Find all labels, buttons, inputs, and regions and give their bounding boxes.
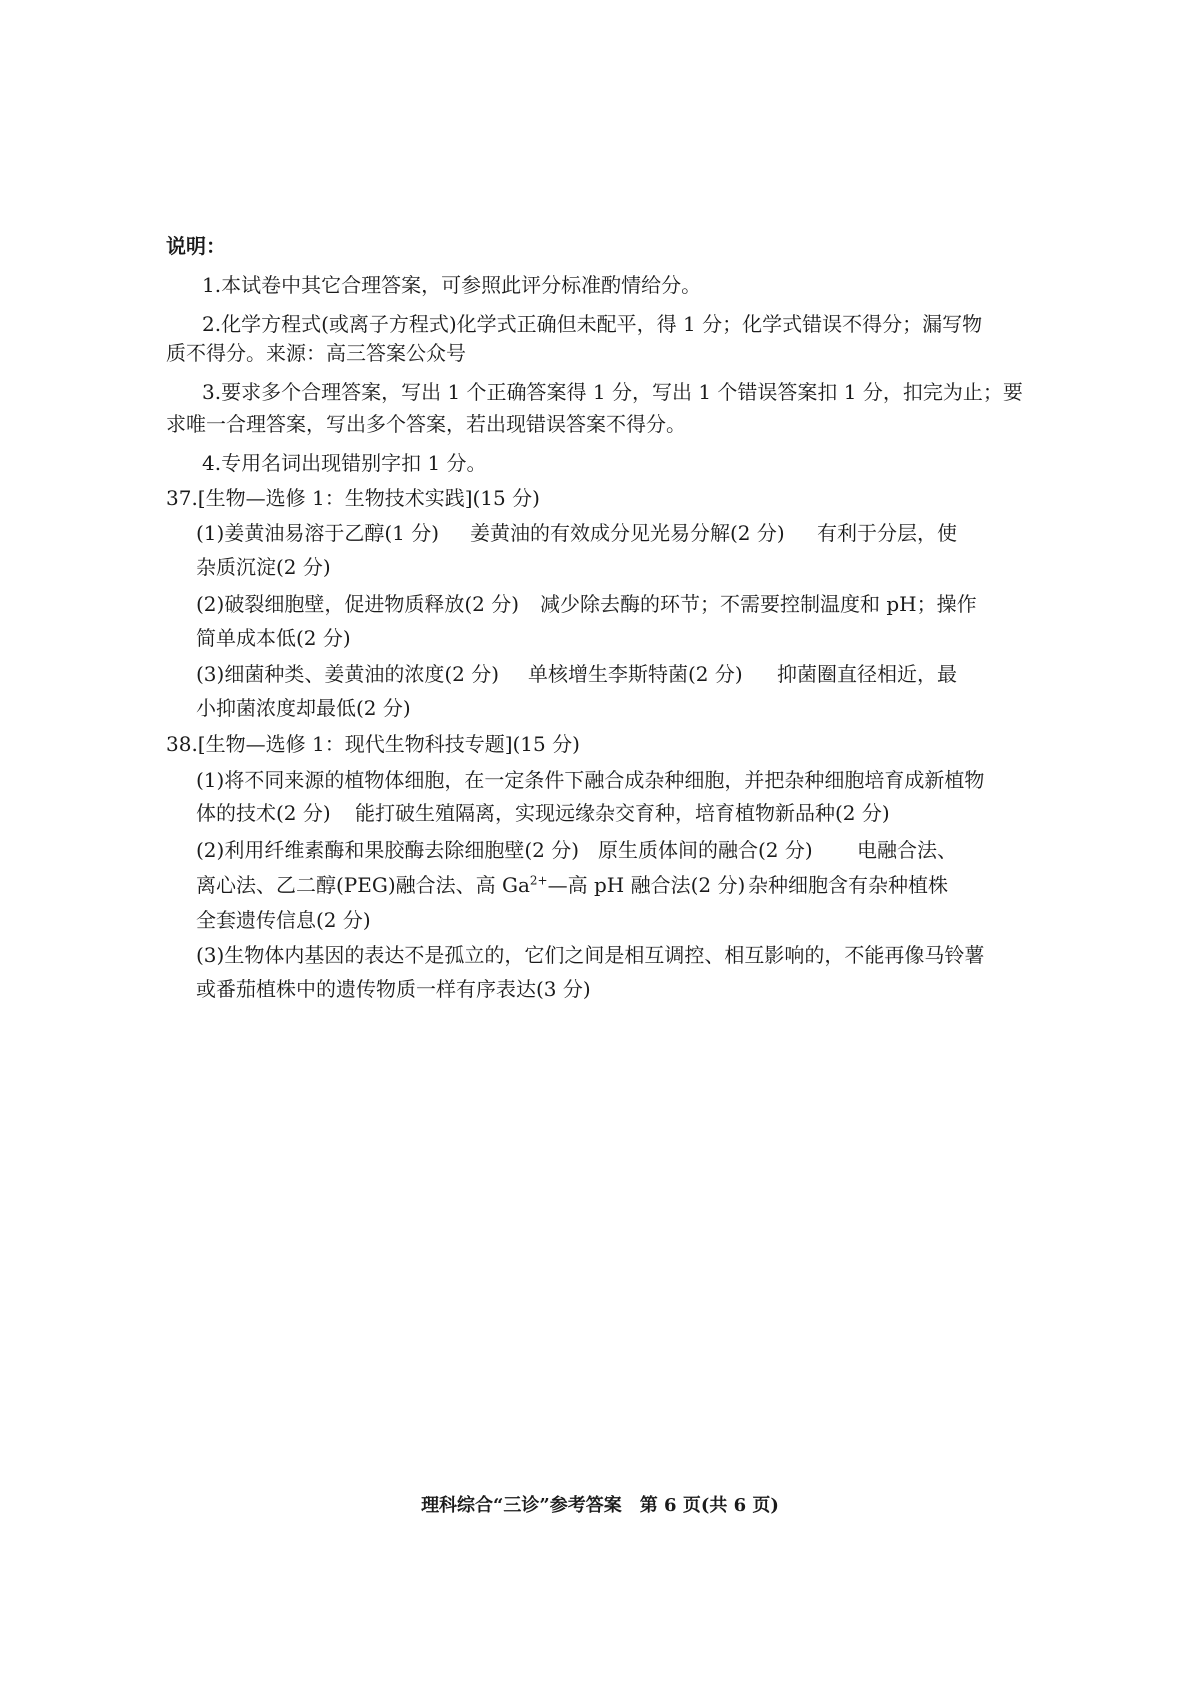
- q38-2-f: 全套遗传信息(2 分): [196, 908, 371, 932]
- q38-1-b: 体的技术(2 分): [196, 801, 331, 825]
- q37-3-c: 抑菌圈直径相近，最: [777, 662, 957, 686]
- q38-3-b: 或番茄植株中的遗传物质一样有序表达(3 分): [196, 977, 591, 1001]
- q37-1-a: (1)姜黄油易溶于乙醇(1 分): [196, 521, 440, 545]
- q37-3-d: 小抑菌浓度却最低(2 分): [196, 696, 411, 720]
- q37-3-b: 单核增生李斯特菌(2 分): [528, 662, 743, 686]
- q38-3-a: (3)生物体内基因的表达不是孤立的，它们之间是相互调控、相互影响的，不能再像马铃薯: [196, 943, 985, 967]
- note-3-line-2: 求唯一合理答案，写出多个答案，若出现错误答案不得分。: [166, 412, 686, 436]
- q38-2-c: 电融合法、: [857, 838, 957, 862]
- q38-2-a: (2)利用纤维素酶和果胶酶去除细胞壁(2 分): [196, 838, 580, 862]
- q38-1-c: 能打破生殖隔离，实现远缘杂交育种，培育植物新品种(2 分): [355, 801, 890, 825]
- notes-header: 说明：: [166, 234, 226, 258]
- q38-2-d-superscript: 2+: [529, 873, 548, 888]
- q38-2-b: 原生质体间的融合(2 分): [598, 838, 813, 862]
- q38-2-d-text-end: —高 pH 融合法(2 分): [547, 873, 746, 897]
- q38-title: 38.[生物—选修 1：现代生物科技专题](15 分): [166, 732, 580, 756]
- note-4: 4.专用名词出现错别字扣 1 分。: [202, 451, 487, 475]
- q37-1-c: 有利于分层，使: [817, 521, 957, 545]
- note-2-line-2: 质不得分。来源：高三答案公众号: [166, 341, 466, 365]
- q38-2-d-text: 离心法、乙二醇(PEG)融合法、高 Ga: [196, 873, 530, 897]
- q37-1-b: 姜黄油的有效成分见光易分解(2 分): [470, 521, 785, 545]
- q37-1-d: 杂质沉淀(2 分): [196, 555, 331, 579]
- q37-2-a: (2)破裂细胞壁，促进物质释放(2 分): [196, 592, 520, 616]
- page-footer: 理科综合“三诊”参考答案 第 6 页(共 6 页): [421, 1495, 779, 1516]
- q38-2-d: [196, 871, 745, 899]
- note-1: 1.本试卷中其它合理答案，可参照此评分标准酌情给分。: [202, 273, 702, 297]
- q37-title: 37.[生物—选修 1：生物技术实践](15 分): [166, 486, 540, 510]
- note-3-line-1: 3.要求多个合理答案，写出 1 个正确答案得 1 分，写出 1 个错误答案扣 1 分，扣完为止；要: [202, 380, 1023, 404]
- q38-2-e: 杂种细胞含有杂种植株: [748, 873, 948, 897]
- q37-2-b: 减少除去酶的环节；不需要控制温度和 pH；操作: [540, 592, 977, 616]
- q37-3-a: (3)细菌种类、姜黄油的浓度(2 分): [196, 662, 500, 686]
- q37-2-c: 简单成本低(2 分): [196, 626, 351, 650]
- note-2-line-1: 2.化学方程式(或离子方程式)化学式正确但未配平，得 1 分；化学式错误不得分；漏写物: [202, 312, 983, 336]
- q38-1-a: (1)将不同来源的植物体细胞，在一定条件下融合成杂种细胞，并把杂种细胞培育成新植物: [196, 768, 985, 792]
